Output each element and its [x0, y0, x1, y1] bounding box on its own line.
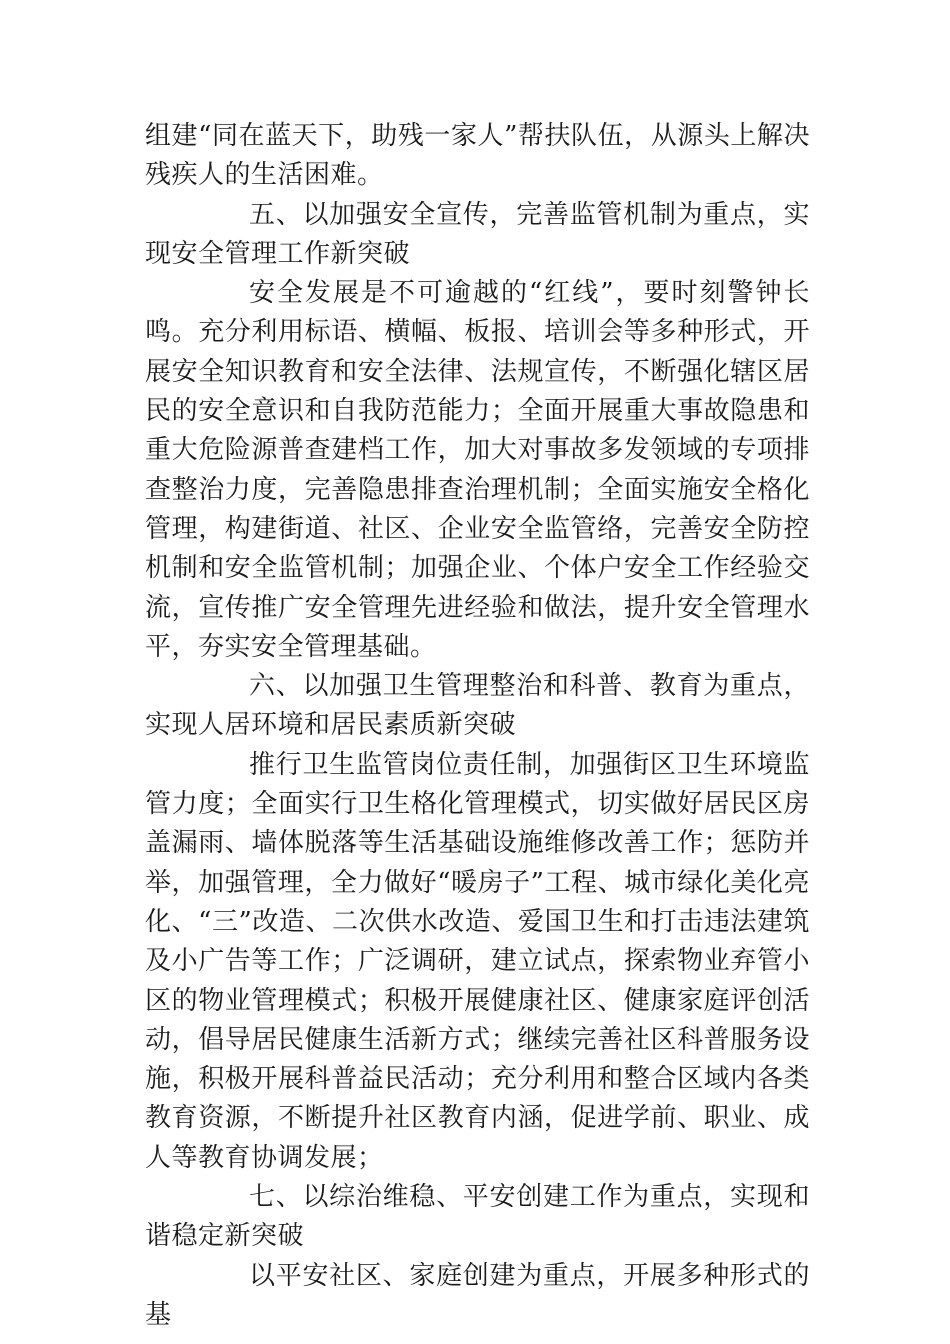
section-heading-5: 五、以加强安全宣传，完善监管机制为重点，实现安全管理工作新突破 [145, 199, 810, 269]
paragraph-sanitation: 推行卫生监管岗位责任制，加强街区卫生环境监管力度；全面实行卫生格化管理模式，切实做好居民区房盖漏雨、墙体脱落等生活基础设施维修改善工作；惩防并举，加强管理，全力做好“暖房子”工程、城市绿化美化亮化、“三”改造、二次供水改造、爱国卫生和打击违法建筑及小广告等工作；广泛调研，建立试点，探索物业弃管小区的物业管理模式；积极开展健康社区、健康家庭评创活动，倡导居民健康生活新方式；继续完善社区科普服务设施，积极开展科普益民活动；充分利用和整合区域内各类教育资源，不断提升社区教育内涵，促进学前、职业、成人等教育协调发展； [145, 749, 810, 1173]
paragraph-stability: 以平安社区、家庭创建为重点，开展多种形式的基 [145, 1260, 810, 1330]
section-heading-6: 六、以加强卫生管理整治和科普、教育为重点，实现人居环境和居民素质新突破 [145, 671, 810, 741]
paragraph-continuation: 组建“同在蓝天下，助残一家人”帮扶队伍，从源头上解决残疾人的生活困难。 [145, 121, 810, 191]
document-body [145, 117, 810, 1335]
paragraph-safety: 安全发展是不可逾越的“红线”，要时刻警钟长鸣。充分利用标语、横幅、板报、培训会等多种形式，开展安全知识教育和安全法律、法规宣传，不断强化辖区居民的安全意识和自我防范能力；全面开展重大事故隐患和重大危险源普查建档工作，加大对事故多发领域的专项排查整治力度，完善隐患排查治理机制；全面实施安全格化管理，构建街道、社区、企业安全监管络，完善安全防控机制和安全监管机制；加强企业、个体户安全工作经验交流，宣传推广安全管理先进经验和做法，提升安全管理水平，夯实安全管理基础。 [145, 278, 810, 662]
section-heading-7: 七、以综治维稳、平安创建工作为重点，实现和谐稳定新突破 [145, 1182, 810, 1252]
